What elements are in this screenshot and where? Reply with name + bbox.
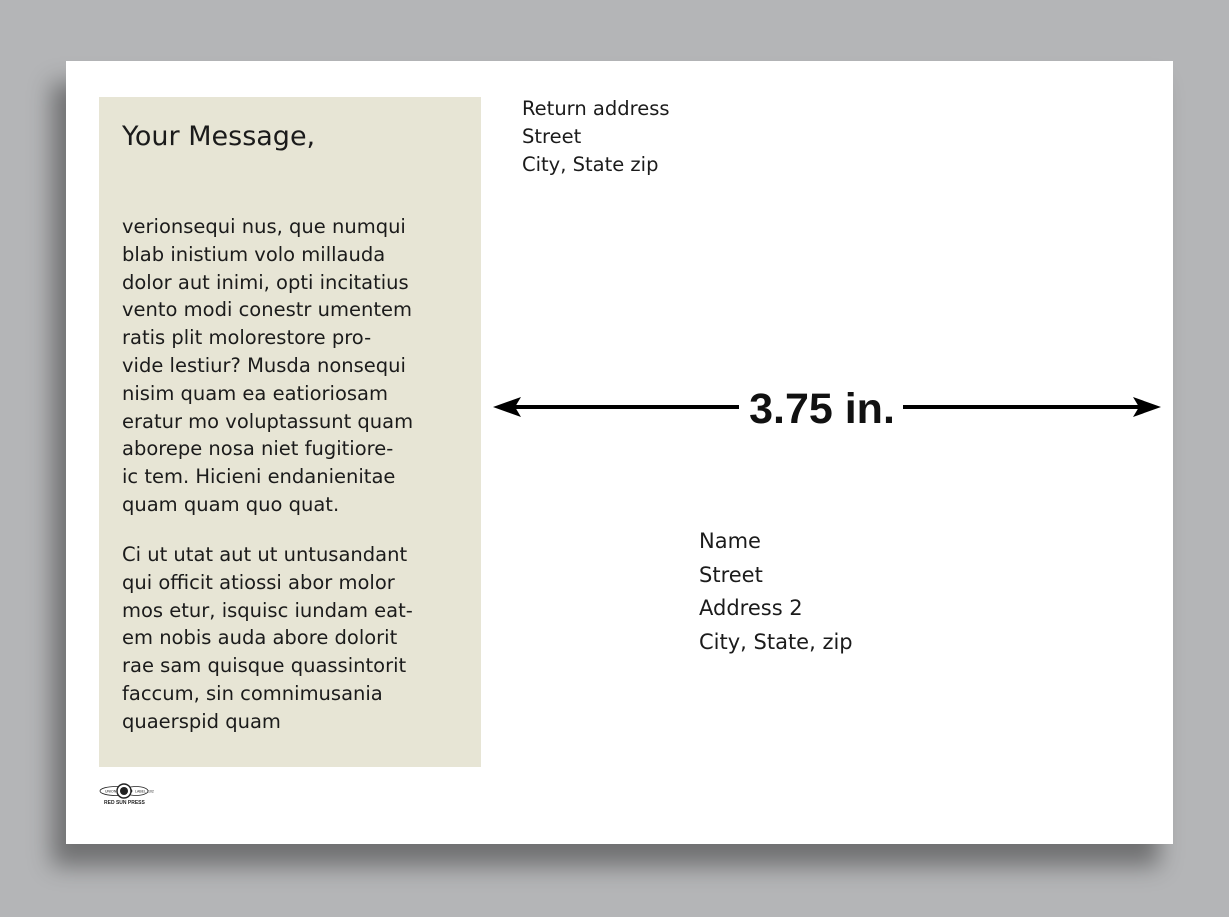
union-bug-caption: RED SUN PRESS xyxy=(104,800,145,806)
recipient-address-2: Address 2 xyxy=(699,596,803,620)
message-paragraph-2 xyxy=(122,541,462,736)
message-line: rae sam quisque quassintorit xyxy=(122,654,407,678)
message-line: dolor aut inimi, opti incitatius xyxy=(122,270,409,294)
recipient-street: Street xyxy=(699,562,763,587)
union-bug-number: 102 xyxy=(148,789,154,794)
return-address xyxy=(522,95,670,178)
return-address-line-2: Street xyxy=(522,124,582,148)
return-address-line-3: City, State zip xyxy=(522,152,659,176)
postcard xyxy=(66,61,1173,844)
message-line: mos etur, isquisc iundam eat- xyxy=(122,598,413,622)
message-line: quaerspid quam xyxy=(122,709,281,733)
message-line: ic tem. Hicieni endanienitae xyxy=(122,465,396,489)
union-bug-logo xyxy=(99,782,159,808)
dimension-label: 3.75 in. xyxy=(749,384,895,433)
message-line: nisim quam ea eatioriosam xyxy=(122,381,388,405)
return-address-line-1: Return address xyxy=(522,97,670,120)
recipient-address xyxy=(699,525,853,659)
message-line: quam quam quo quat. xyxy=(122,492,340,516)
message-line: vento modi conestr umentem xyxy=(122,298,412,322)
union-label-icon xyxy=(99,782,159,800)
message-line: aborepe nosa niet fugitiore- xyxy=(122,437,394,461)
message-line: faccum, sin comnimusania xyxy=(122,681,383,705)
union-bug-right-text: LABEL xyxy=(135,789,146,794)
message-line: eratur mo voluptassunt quam xyxy=(122,409,414,433)
recipient-city: City, State, zip xyxy=(699,629,853,654)
message-paragraph-1 xyxy=(122,213,462,519)
message-panel xyxy=(99,97,481,767)
message-line: qui officit atiossi abor molor xyxy=(122,570,395,594)
message-line: em nobis auda abore dolorit xyxy=(122,626,398,650)
dimension-indicator xyxy=(491,379,1163,439)
message-line: ratis plit molorestore pro- xyxy=(122,326,372,350)
message-line: Ci ut utat aut ut untusandant xyxy=(122,543,408,566)
message-line: verionsequi nus, que numqui xyxy=(122,215,406,238)
message-title: Your Message, xyxy=(122,121,316,152)
message-line: blab inistium volo millauda xyxy=(122,242,386,266)
recipient-name: Name xyxy=(699,529,761,553)
union-bug-left-text: UNION xyxy=(105,789,117,794)
message-line: vide lestiur? Musda nonsequi xyxy=(122,353,406,377)
